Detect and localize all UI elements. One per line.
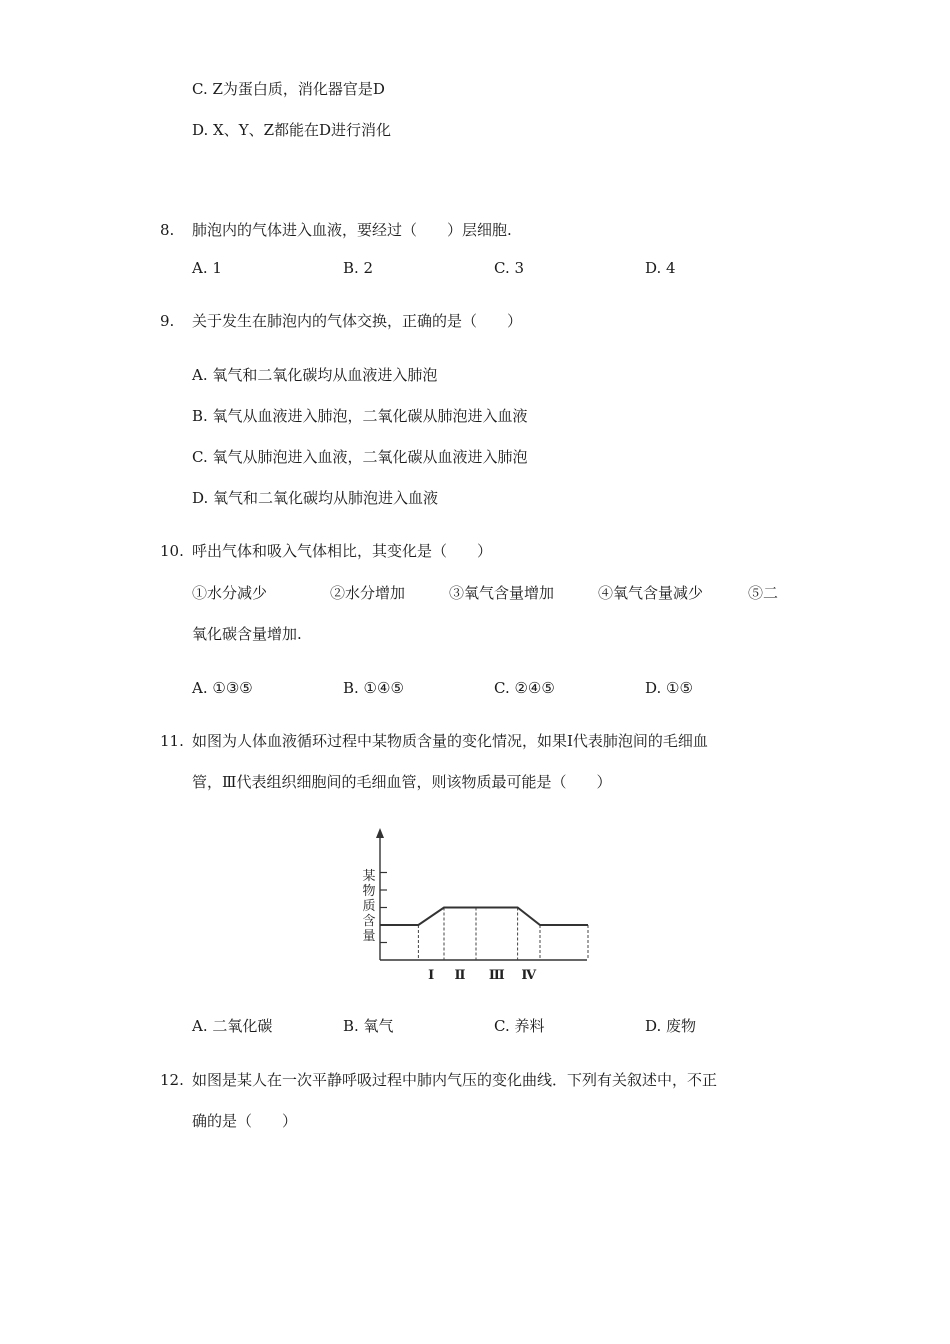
y-axis-label: 量 — [362, 929, 376, 944]
series-line — [380, 908, 588, 926]
q8-option-d: D. 4 — [645, 259, 676, 277]
q8-option-c: C. 3 — [494, 259, 525, 277]
x-tick-label: Ⅲ — [488, 968, 505, 983]
q8-option-a: A. 1 — [192, 259, 222, 277]
x-tick-label: Ⅳ — [521, 968, 537, 983]
q9-stem: 关于发生在肺泡内的气体交换，正确的是（ ） — [192, 312, 523, 330]
q8-stem: 肺泡内的气体进入血液，要经过（ ）层细胞. — [192, 221, 512, 239]
q10-option-b: B. ①④⑤ — [343, 679, 404, 697]
q10-item-4: ④氧气含量减少 — [598, 584, 704, 602]
q9-option-d: D. 氧气和二氧化碳均从肺泡进入血液 — [192, 489, 439, 507]
q12-number: 12. — [160, 1071, 184, 1089]
q10-item-2: ②水分增加 — [330, 584, 406, 602]
q10-item-5: ⑤二 — [748, 584, 779, 602]
q11-option-a: A. 二氧化碳 — [192, 1017, 273, 1035]
q11-option-b: B. 氧气 — [343, 1017, 394, 1035]
x-tick-label: Ⅰ — [428, 968, 435, 983]
q7-option-d: D. X、Y、Z都能在D进行消化 — [192, 121, 392, 139]
q11-option-c: C. 养料 — [494, 1017, 545, 1035]
q10-option-d: D. ①⑤ — [645, 679, 693, 697]
y-axis-arrow — [376, 828, 384, 838]
y-axis-label: 某 — [362, 869, 376, 884]
q9-option-b: B. 氧气从血液进入肺泡，二氧化碳从肺泡进入血液 — [192, 407, 528, 425]
q11-chart — [355, 822, 595, 992]
y-axis-label: 物 — [362, 884, 376, 899]
q10-number: 10. — [160, 542, 184, 560]
q10-option-c: C. ②④⑤ — [494, 679, 555, 697]
q10-item-5-cont: 氧化碳含量增加. — [192, 625, 302, 643]
q11-stem-line1: 如图为人体血液循环过程中某物质含量的变化情况，如果Ⅰ代表肺泡间的毛细血 — [192, 732, 708, 750]
q12-stem-line2: 确的是（ ） — [192, 1112, 298, 1130]
q8-number: 8. — [160, 221, 175, 239]
y-axis-label: 含 — [362, 914, 376, 929]
q7-option-c: C. Z为蛋白质，消化器官是D — [192, 80, 385, 98]
y-axis-label: 质 — [362, 899, 376, 914]
q10-item-3: ③氧气含量增加 — [449, 584, 555, 602]
q9-option-c: C. 氧气从肺泡进入血液，二氧化碳从血液进入肺泡 — [192, 448, 528, 466]
q9-option-a: A. 氧气和二氧化碳均从血液进入肺泡 — [192, 366, 438, 384]
q10-option-a: A. ①③⑤ — [192, 679, 253, 697]
q11-number: 11. — [160, 732, 184, 750]
q10-stem: 呼出气体和吸入气体相比，其变化是（ ） — [192, 542, 493, 560]
q10-item-1: ①水分减少 — [192, 584, 268, 602]
q11-stem-line2: 管，Ⅲ代表组织细胞间的毛细血管，则该物质最可能是（ ） — [192, 773, 612, 791]
q8-option-b: B. 2 — [343, 259, 374, 277]
q12-stem-line1: 如图是某人在一次平静呼吸过程中肺内气压的变化曲线．下列有关叙述中，不正 — [192, 1071, 718, 1089]
q9-number: 9. — [160, 312, 175, 330]
q11-option-d: D. 废物 — [645, 1017, 697, 1035]
x-tick-label: Ⅱ — [454, 968, 466, 983]
